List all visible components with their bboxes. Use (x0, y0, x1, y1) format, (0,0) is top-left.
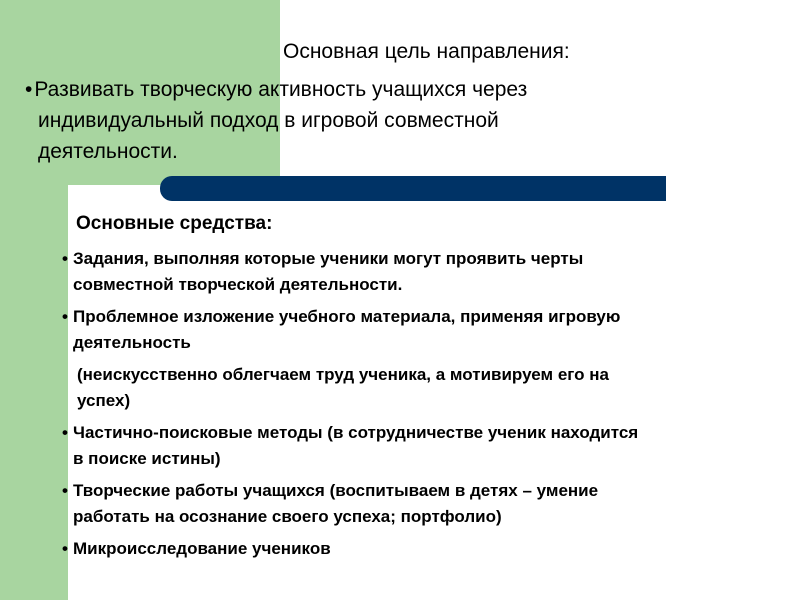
bullet-icon: • (62, 539, 68, 558)
goal-line-1: •Развивать творческую активность учащихся через (25, 78, 528, 101)
list-item: • Микроисследование учеников (62, 536, 800, 562)
goal-text (25, 74, 665, 167)
list-item: • Творческие работы учащихся (воспитываем в детях – умение работать на осознание своего успеха; портфолио) (62, 478, 800, 530)
means-list (62, 246, 800, 568)
list-item: (неискусственно облегчаем труд ученика, а мотивируем его на успех) (77, 365, 609, 410)
bullet-icon: • (62, 307, 68, 326)
goal-line-2: индивидуальный подход в игровой совместной (38, 109, 499, 132)
list-item: • Частично-поисковые методы (в сотрудничестве ученик находится в поиске истины) (62, 420, 800, 472)
list-item: • Проблемное изложение учебного материала, применяя игровую деятельность (62, 304, 800, 356)
bullet-icon: • (62, 481, 68, 500)
means-title: Основные средства: (76, 213, 273, 234)
bullet-icon: • (25, 78, 33, 101)
goal-line-3: деятельности. (38, 140, 178, 163)
navy-divider-bar (160, 176, 666, 201)
bullet-icon: • (62, 423, 68, 442)
list-item: • Задания, выполняя которые ученики могут проявить черты совместной творческой деятельности. (62, 246, 800, 298)
bullet-icon: • (62, 249, 68, 268)
goal-title: Основная цель направления: (283, 40, 570, 63)
